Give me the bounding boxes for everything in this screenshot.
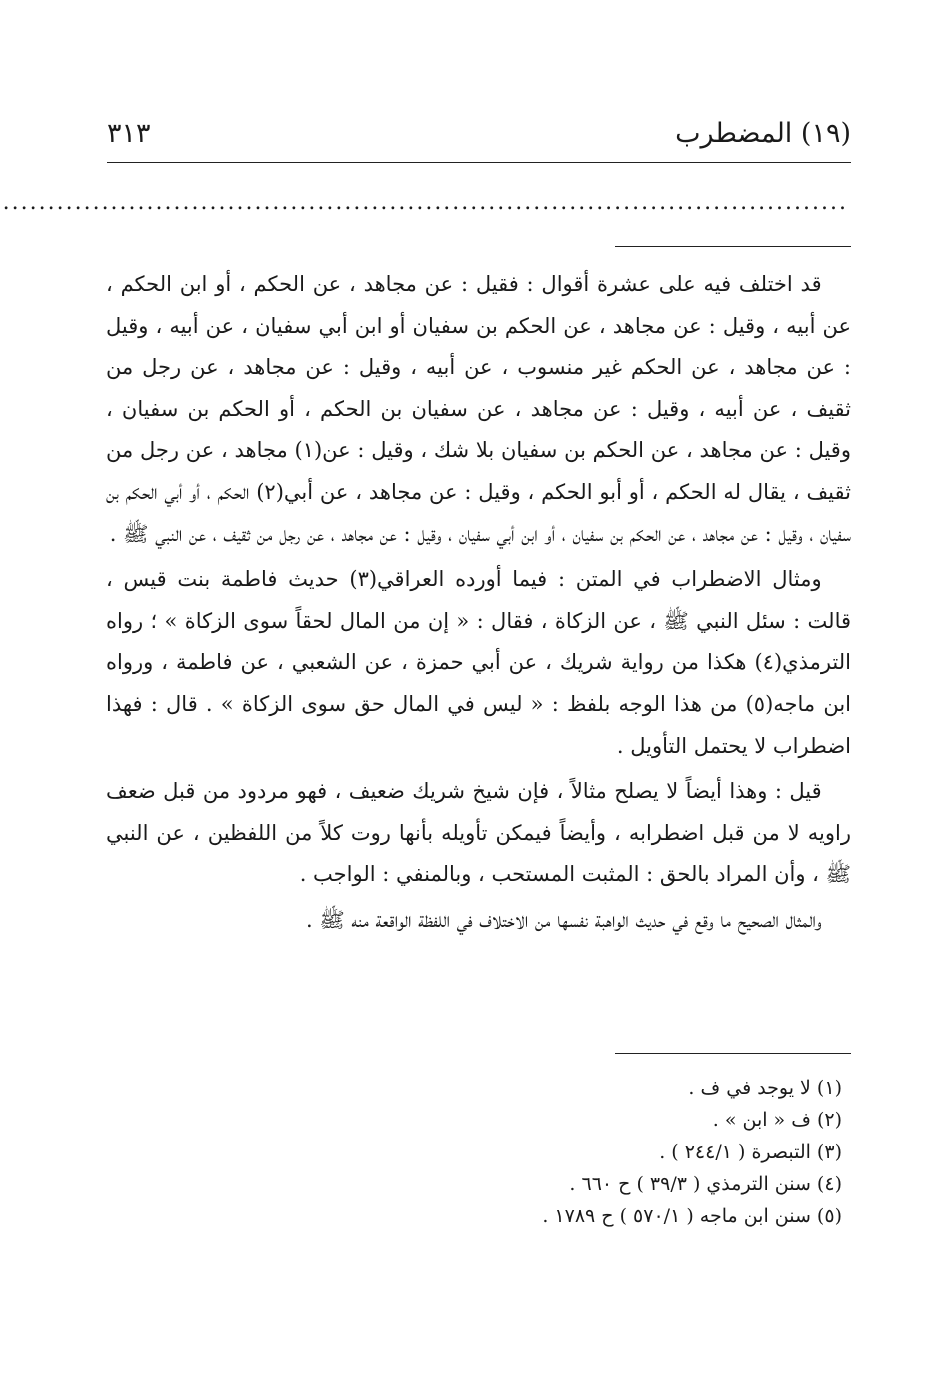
dotted-line: .............................................................................................. [2, 190, 848, 215]
paragraph: والمثال الصحيح ما وقع في حديث الواهبة نفسها من الاختلاف في اللفظة الواقعة منه ﷺ . [306, 907, 822, 932]
footnote: (٤) سنن الترمذي ( ٣٩/٣ ) ح ٦٦٠ . [569, 1173, 842, 1195]
footnote: (٣) التبصرة ( ٢٤٤/١ ) . [659, 1141, 842, 1163]
footnotes [300, 1072, 842, 1232]
footnote-rule [615, 1053, 851, 1054]
paragraph: قد اختلف فيه على عشرة أقوال : فقيل : عن مجاهد ، عن الحكم ، أو ابن الحكم ، عن أبيه ، وقيل : عن مجاهد ، عن الحكم بن سفيان أو ابن أبي سفيان ، عن أبيه ، وقيل : عن مجاهد ، عن الحكم غير منسوب ، عن أبيه ، وقيل : عن مجاهد ، عن رجل من ثقيف ، عن أبيه ، وقيل : عن مجاهد ، عن سفيان بن الحكم ، أو الحكم بن سفيان ، وقيل : عن مجاهد ، عن الحكم بن سفيان بلا شك ، وقيل : عن(١) مجاهد ، عن رجل من ثقيف ، يقال له الحكم ، أو أبو الحكم ، وقيل : عن مجاهد ، عن أبي(٢) الحكم ، أو أبي الحكم بن سفيان ، وقيل : عن مجاهد ، عن الحكم بن سفيان ، أو ابن أبي سفيان ، وقيل : عن مجاهد ، عن رجل من ثقيف ، عن النبي ﷺ . [106, 272, 851, 546]
paragraph: قيل : وهذا أيضاً لا يصلح مثالاً ، فإن شيخ شريك ضعيف ، فهو مردود من قبل ضعف راويه لا من قبل اضطرابه ، وأيضاً فيمكن تأويله بأنها روت كلاً من اللفظين ، عن النبي ﷺ ، وأن المراد بالحق : المثبت المستحب ، وبالمنفي : الواجب . [106, 779, 851, 887]
paragraph: ومثال الاضطراب في المتن : فيما أورده العراقي(٣) حديث فاطمة بنت قيس ، قالت : سئل النبي ﷺ ، عن الزكاة ، فقال : « إن من المال لحقاً سوى الزكاة » ؛ رواه الترمذي(٤) هكذا من رواية شريك ، عن أبي حمزة ، عن الشعبي ، عن فاطمة ، ورواه ابن ماجه(٥) من هذا الوجه بلفظ : « ليس في المال حق سوى الزكاة » . قال : فهذا اضطراب لا يحتمل التأويل . [106, 567, 852, 758]
footnote: (٥) سنن ابن ماجه ( ٥٧٠/١ ) ح ١٧٨٩ . [542, 1205, 842, 1227]
page-number: ٣١٣ [107, 118, 151, 149]
body-text [106, 264, 851, 946]
chapter-title: (١٩) المضطرب [675, 118, 851, 149]
header-rule [107, 162, 851, 163]
section-rule [615, 246, 851, 247]
running-header [107, 118, 851, 162]
footnote: (٢) ف « ابن » . [712, 1109, 842, 1131]
footnote: (١) لا يوجد في ف . [688, 1077, 842, 1099]
